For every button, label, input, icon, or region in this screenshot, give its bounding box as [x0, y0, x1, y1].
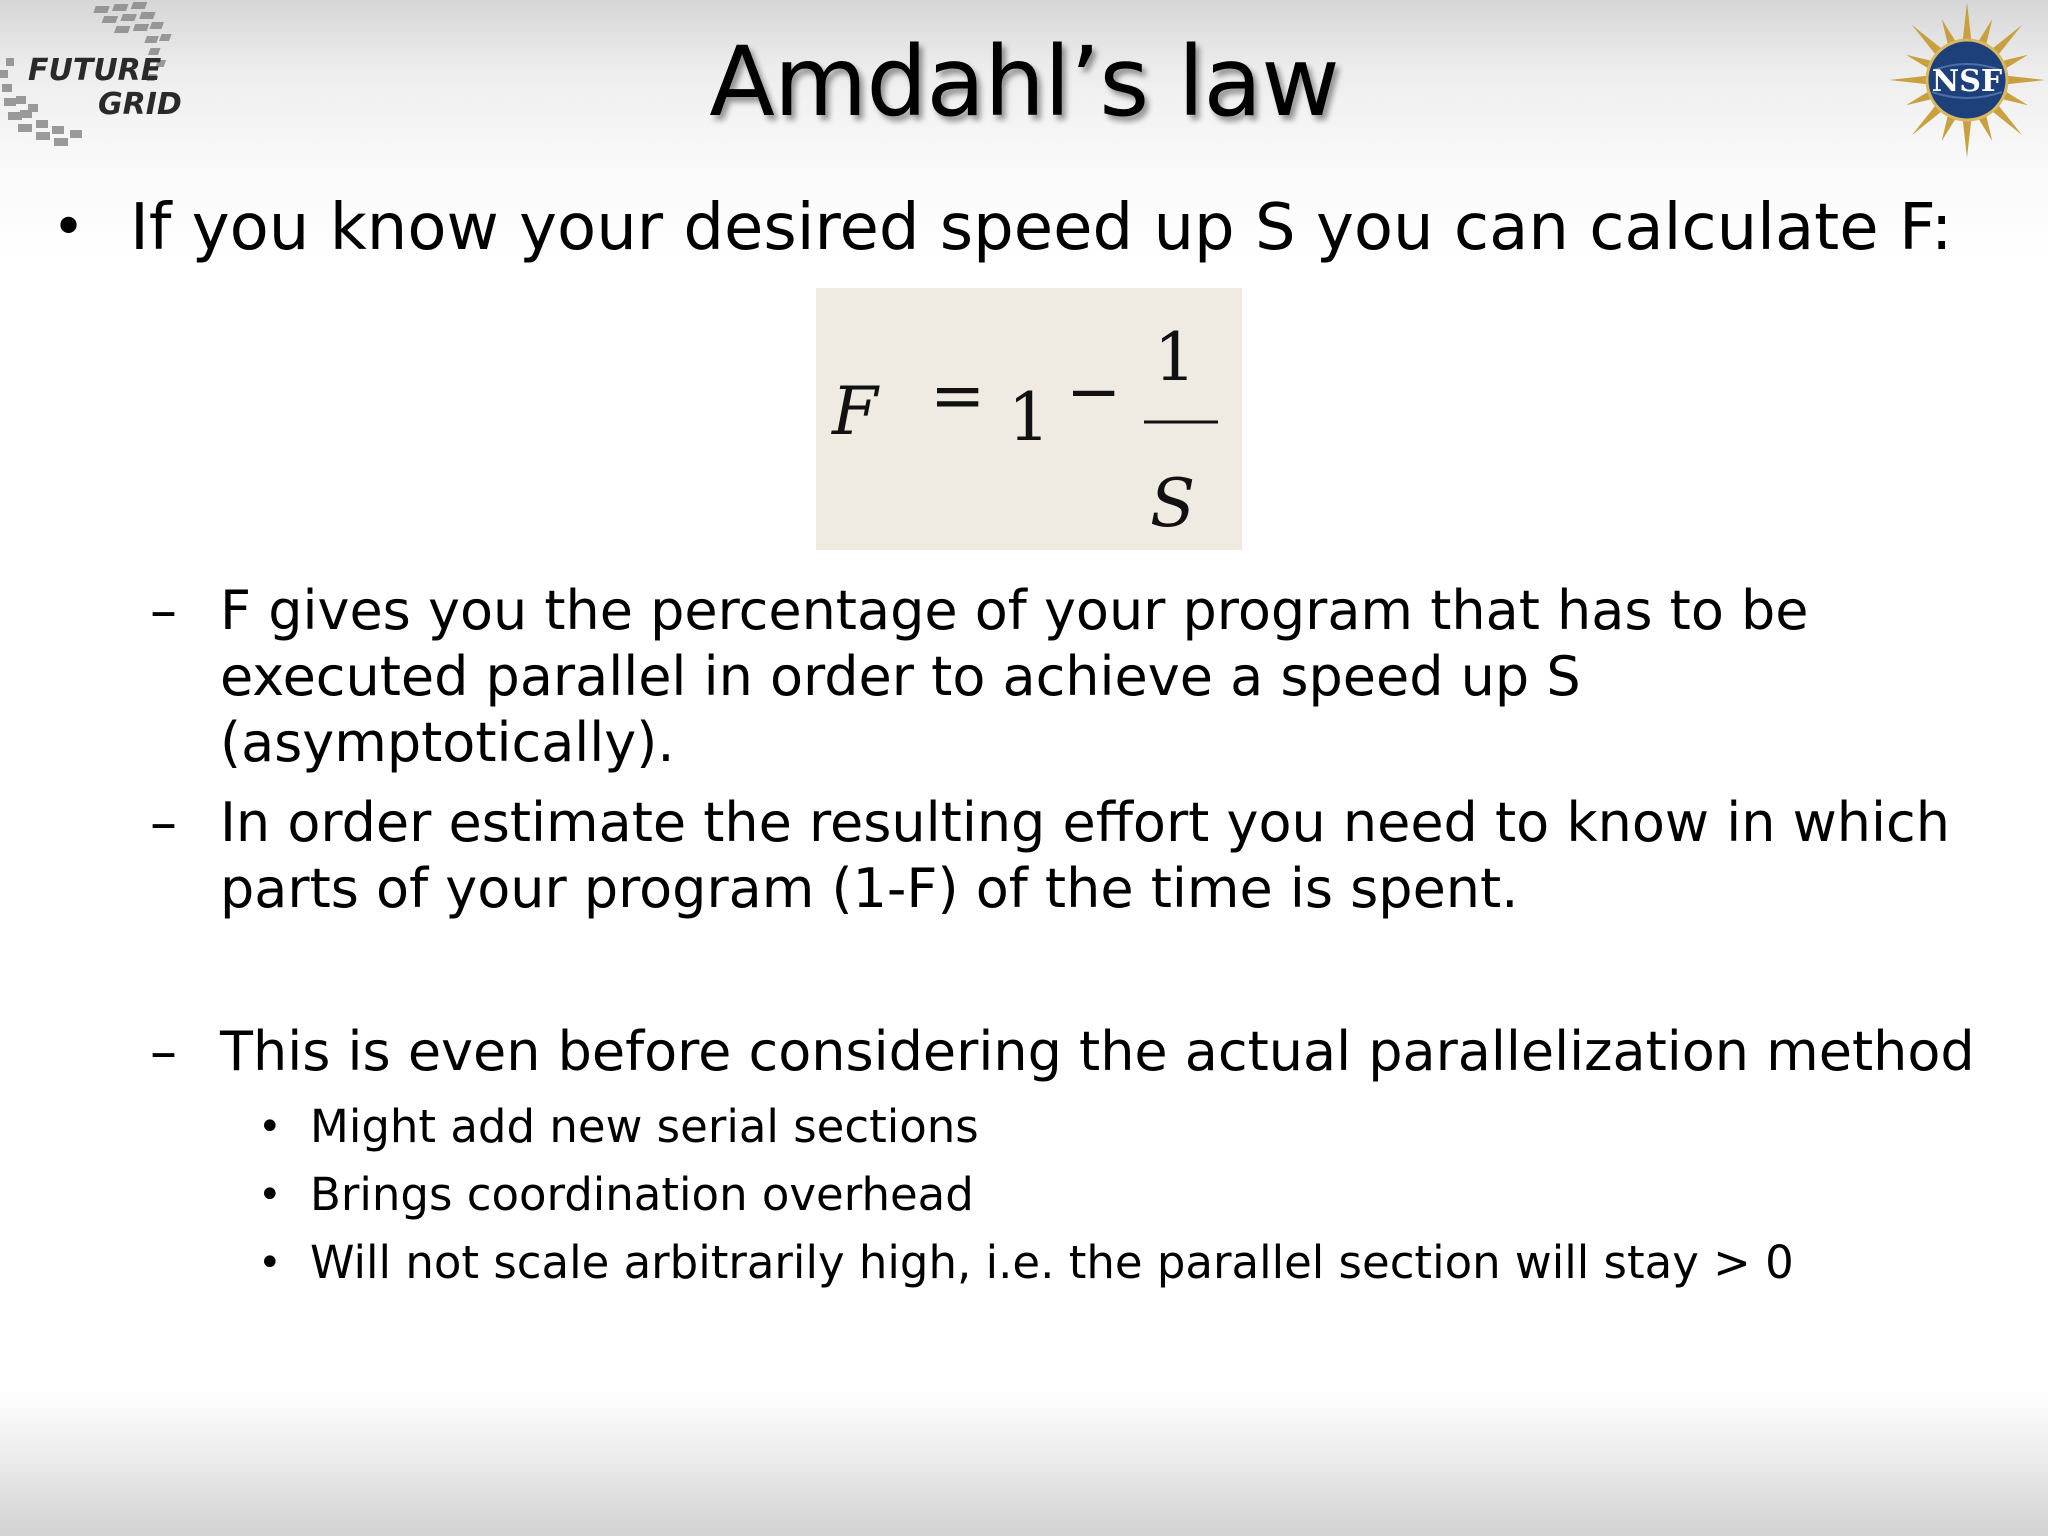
sub-bullet-text [220, 1019, 2048, 1085]
dash-glyph: – [150, 791, 177, 854]
sub-bullet-line: F gives you the percentage of your program that has to be [220, 579, 1809, 642]
bullet-glyph: • [258, 1104, 282, 1150]
bullet-glyph: • [258, 1240, 282, 1286]
bullet-glyph: • [52, 195, 86, 260]
sub-bullet-text [220, 578, 2048, 776]
sub-bullet-line: (asymptotically). [220, 711, 675, 774]
sub-bullet-line: parts of your program (1-F) of the time is spent. [220, 857, 1519, 920]
page-title: Amdahl’s law [709, 26, 1339, 138]
formula-minus: − [1066, 353, 1122, 430]
formula-equals: = [930, 357, 986, 434]
bullet-glyph: • [258, 1172, 282, 1218]
formula-lhs: F [832, 373, 878, 450]
dash-glyph: – [150, 579, 177, 642]
formula-denominator: S [1150, 465, 1196, 542]
sub-sub-bullet-text: Might add new serial sections [310, 1100, 979, 1153]
sub-bullet-line: This is even before considering the actual parallelization method [220, 1020, 1975, 1083]
svg-text:NSF: NSF [1931, 64, 2003, 99]
svg-text:GRID: GRID [98, 87, 182, 122]
sub-sub-bullet-text: Will not scale arbitrarily high, i.e. the parallel section will stay > 0 [310, 1236, 1794, 1289]
formula-numerator: 1 [1154, 319, 1196, 396]
sub-bullet-line: In order estimate the resulting effort you need to know in which [220, 791, 1950, 854]
formula-image [816, 288, 1242, 550]
svg-text:FUTURE: FUTURE [28, 53, 162, 88]
formula-one: 1 [1008, 379, 1050, 456]
sub-bullet-line: executed parallel in order to achieve a speed up S [220, 645, 1581, 708]
sub-sub-bullet-text: Brings coordination overhead [310, 1168, 974, 1221]
main-bullet-text: If you know your desired speed up S you can calculate F: [130, 191, 1953, 265]
sub-bullet-text [220, 790, 2048, 922]
dash-glyph: – [150, 1020, 177, 1083]
